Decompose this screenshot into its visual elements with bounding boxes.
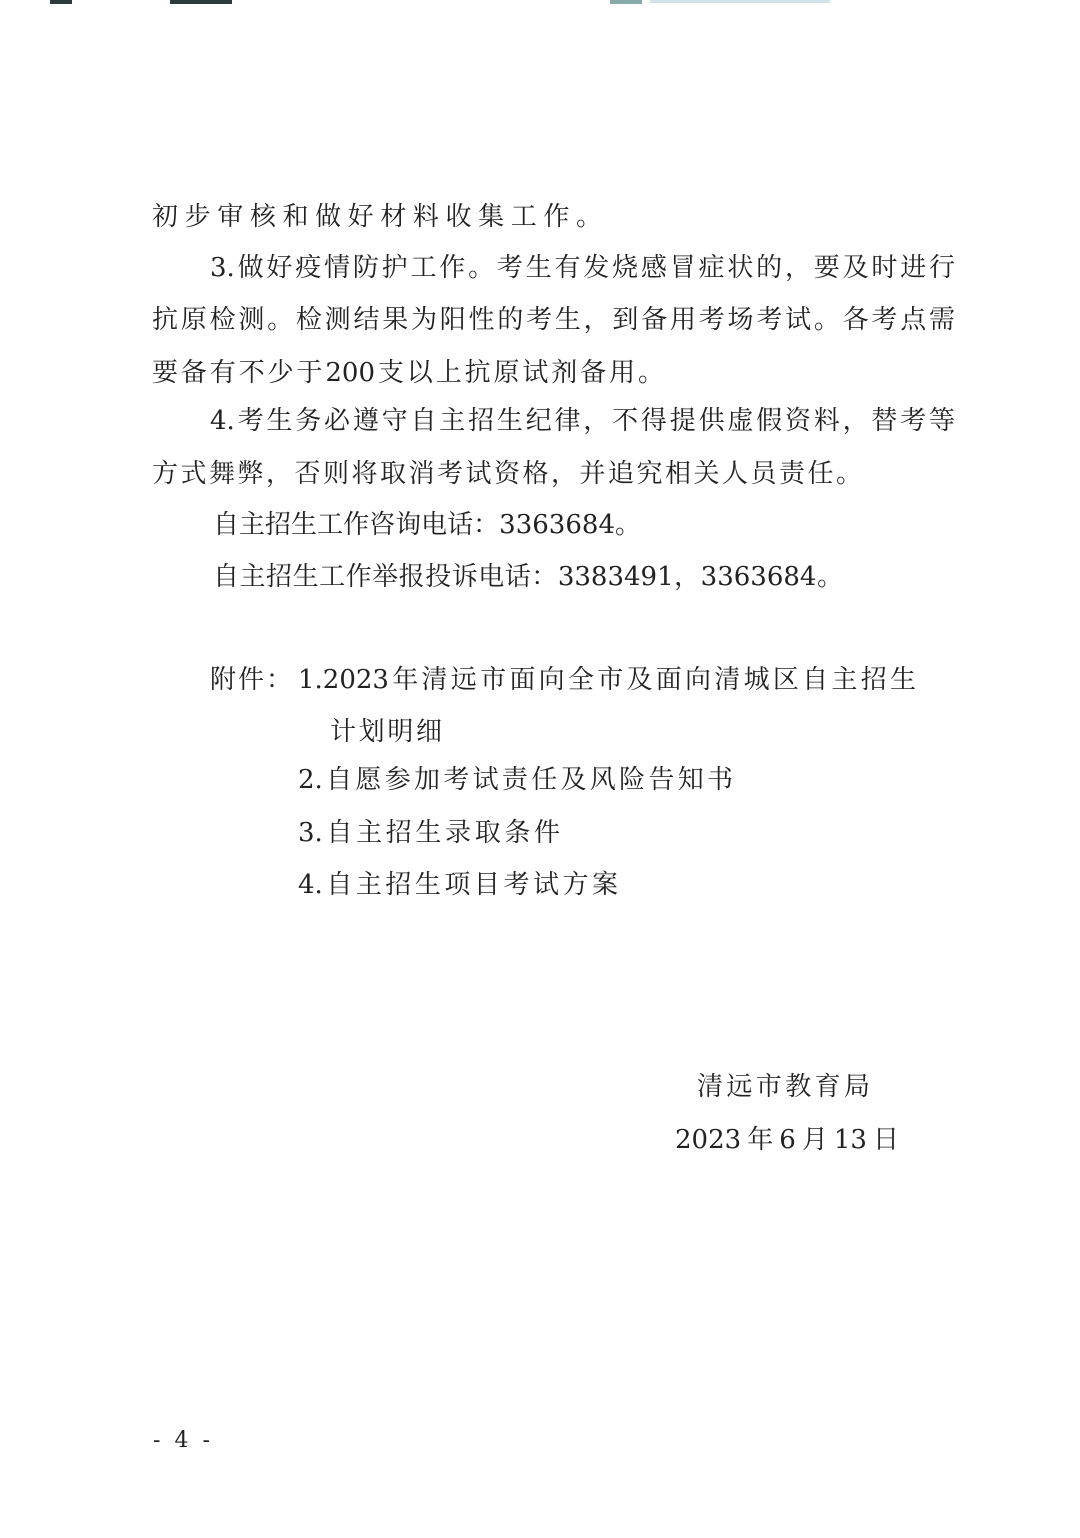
attachment-item: 1.2023年清远市面向全市及面向清城区自主招生 [298, 665, 916, 695]
attachments-label: 附件： [210, 665, 292, 695]
attachment-item: 2.自愿参加考试责任及风险告知书 [298, 765, 733, 795]
attachment-item: 4.自主招生项目考试方案 [298, 870, 618, 900]
body-line: 3.做好疫情防护工作。考生有发烧感冒症状的，要及时进行 [210, 253, 955, 283]
scan-artifact [650, 0, 830, 3]
issuer-name: 清远市教育局 [697, 1072, 870, 1102]
consult-phone: 自主招生工作咨询电话：3363684。 [213, 510, 641, 540]
attachment-item: 计划明细 [330, 717, 442, 747]
scan-artifact [610, 0, 642, 4]
scan-artifact [50, 0, 72, 4]
body-line: 初步审核和做好材料收集工作。 [152, 202, 602, 232]
complaint-phone: 自主招生工作举报投诉电话：3383491，3363684。 [213, 562, 843, 592]
scan-artifact [170, 0, 232, 4]
body-line: 要备有不少于200支以上抗原试剂备用。 [152, 358, 664, 388]
body-line: 抗原检测。检测结果为阳性的考生，到备用考场考试。各考点需 [152, 305, 955, 335]
attachment-item: 3.自主招生录取条件 [298, 818, 560, 848]
page-number: - 4 - [153, 1428, 210, 1453]
body-line: 方式舞弊，否则将取消考试资格，并追究相关人员责任。 [152, 459, 862, 489]
issue-date: 2023年6月13日 [675, 1125, 899, 1155]
body-line: 4.考生务必遵守自主招生纪律，不得提供虚假资料，替考等 [210, 406, 955, 436]
